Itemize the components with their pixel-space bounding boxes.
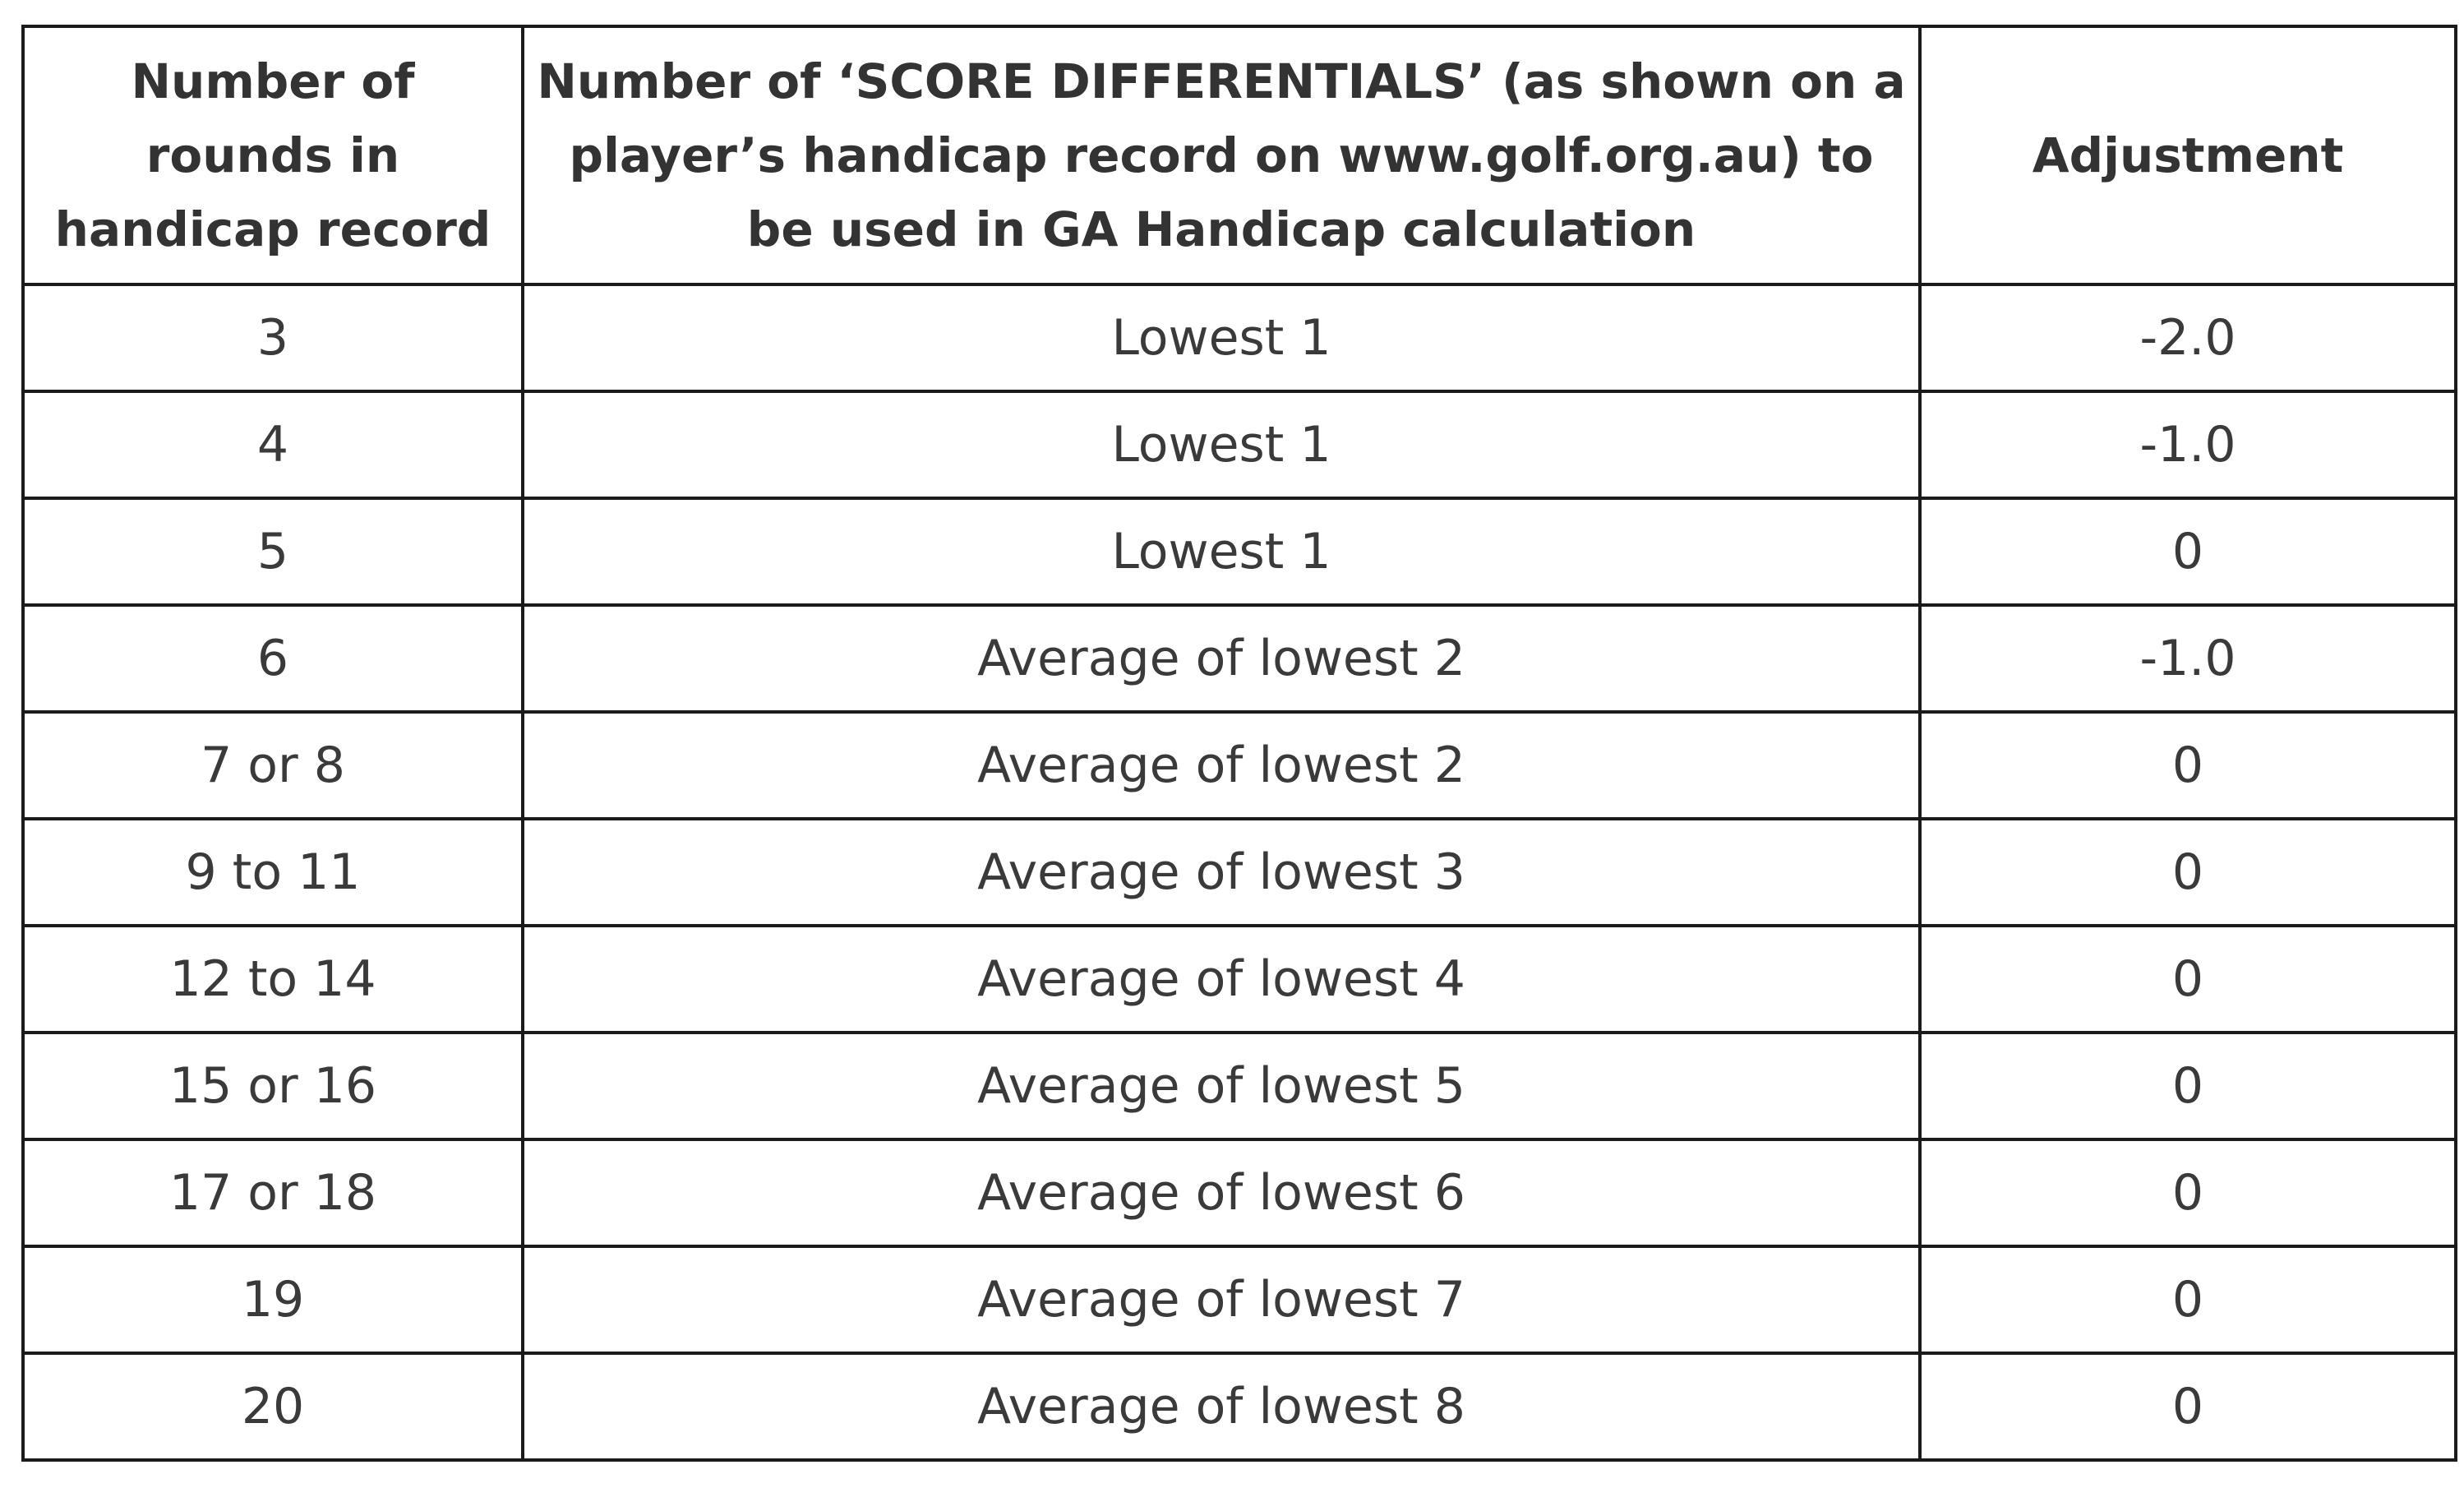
cell-differentials: Average of lowest 2 [523, 712, 1920, 819]
cell-rounds: 12 to 14 [23, 926, 523, 1033]
cell-rounds: 3 [23, 284, 523, 391]
cell-differentials: Average of lowest 4 [523, 926, 1920, 1033]
table-row [23, 1353, 2456, 1460]
table-row [23, 605, 2456, 712]
cell-differentials: Lowest 1 [523, 284, 1920, 391]
table-row [23, 391, 2456, 498]
handicap-calculation-table [21, 25, 2457, 1462]
table-row [23, 1033, 2456, 1139]
table-body [23, 284, 2456, 1460]
cell-rounds: 15 or 16 [23, 1033, 523, 1139]
cell-rounds: 5 [23, 498, 523, 605]
cell-differentials: Average of lowest 7 [523, 1246, 1920, 1353]
cell-adjustment: -1.0 [1920, 605, 2456, 712]
cell-rounds: 17 or 18 [23, 1139, 523, 1246]
table-header [23, 26, 2456, 284]
cell-adjustment: 0 [1920, 1139, 2456, 1246]
table-row [23, 284, 2456, 391]
table-row [23, 498, 2456, 605]
cell-differentials: Lowest 1 [523, 391, 1920, 498]
cell-rounds: 7 or 8 [23, 712, 523, 819]
header-score-differentials: Number of ‘SCORE DIFFERENTIALS’ (as shown on a player’s handicap record on www.golf.org.au) to be used in GA Handicap calculation [523, 26, 1920, 284]
cell-differentials: Average of lowest 6 [523, 1139, 1920, 1246]
cell-adjustment: 0 [1920, 498, 2456, 605]
header-row [23, 26, 2456, 284]
cell-rounds: 6 [23, 605, 523, 712]
cell-rounds: 4 [23, 391, 523, 498]
table-row [23, 926, 2456, 1033]
cell-adjustment: 0 [1920, 1246, 2456, 1353]
cell-differentials: Average of lowest 8 [523, 1353, 1920, 1460]
cell-adjustment: 0 [1920, 926, 2456, 1033]
cell-adjustment: -1.0 [1920, 391, 2456, 498]
cell-rounds: 9 to 11 [23, 819, 523, 926]
cell-differentials: Average of lowest 3 [523, 819, 1920, 926]
table-row [23, 1139, 2456, 1246]
cell-adjustment: 0 [1920, 1033, 2456, 1139]
cell-rounds: 20 [23, 1353, 523, 1460]
cell-adjustment: -2.0 [1920, 284, 2456, 391]
cell-adjustment: 0 [1920, 819, 2456, 926]
cell-adjustment: 0 [1920, 712, 2456, 819]
table-row [23, 712, 2456, 819]
table-row [23, 1246, 2456, 1353]
cell-adjustment: 0 [1920, 1353, 2456, 1460]
cell-differentials: Average of lowest 5 [523, 1033, 1920, 1139]
header-adjustment: Adjustment [1920, 26, 2456, 284]
cell-differentials: Lowest 1 [523, 498, 1920, 605]
cell-rounds: 19 [23, 1246, 523, 1353]
header-rounds: Number of rounds in handicap record [23, 26, 523, 284]
cell-differentials: Average of lowest 2 [523, 605, 1920, 712]
table-row [23, 819, 2456, 926]
